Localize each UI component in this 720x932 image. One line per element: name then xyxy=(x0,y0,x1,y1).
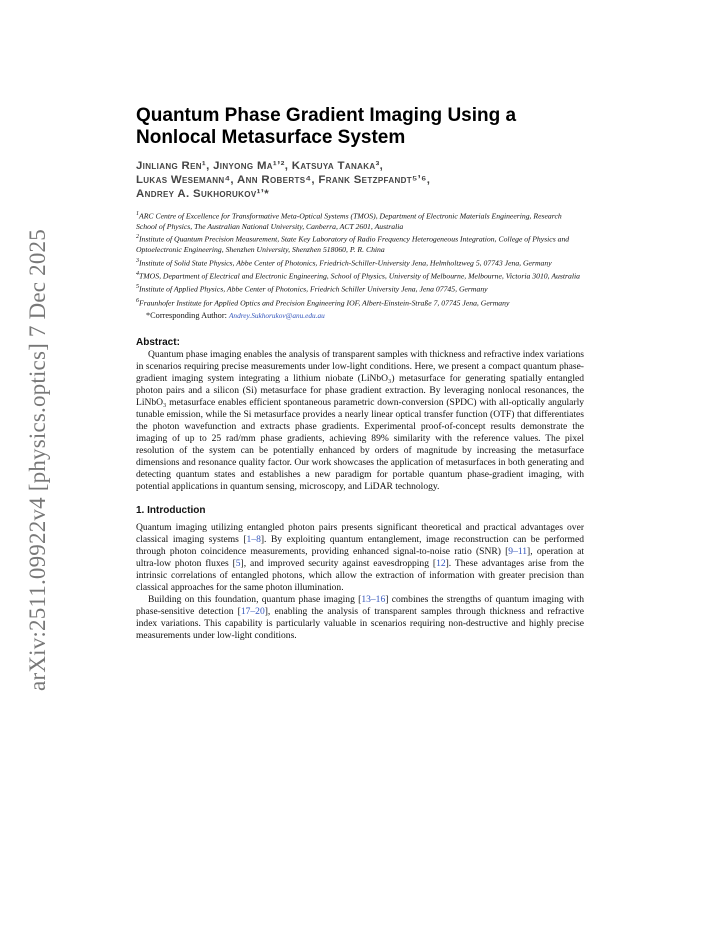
citation-link[interactable]: 9–11 xyxy=(508,545,528,557)
author-list xyxy=(136,159,584,201)
citation-link[interactable]: 12 xyxy=(436,557,446,569)
author-line: Andrey A. Sukhorukov¹ʼ* xyxy=(136,188,270,200)
affiliation: $^3$Institute of Solid State Physics, Abbe Center of Photonics, Friedrich-Schiller-University Jena, Helmholtzweg 5, 07743 Jena, Germany xyxy=(136,257,552,268)
corresponding-email-link[interactable]: Andrey.Sukhorukov@anu.edu.au xyxy=(228,310,325,320)
citation-link[interactable]: 13–16 xyxy=(361,593,386,605)
paper-title: Quantum Phase Gradient Imaging Using a Nonlocal Metasurface System xyxy=(136,105,517,148)
abstract-text: Quantum phase imaging enables the analysis of transparent samples with thickness and refractive index variations in scenarios requiring precise measurements under low-light conditions. Here, we present a compact quantum phase-gradient imaging system integrating a lithium niobate (LiNbO₃) metasurface for generating spatially entangled photon pairs and a silicon (Si) metasurface for phase gradient extraction. By leveraging nonlocal resonances, the LiNbO₃ metasurface enables efficient spontaneous parametric down-conversion (SPDC) with all-optically angularly tunable emission, while the Si metasurface provides a nearly linear optical transfer function (OTF) that differentiates the photon wavefunction and extracts phase gradients. Experimental proof-of-concept results demonstrate the imaging of up to 25 rad/mm phase gradients, achieving 89% similarity with the reference values. The pixel resolution of the system can be potentially enhanced by orders of magnitude by increasing the metasurface dimensions and resonance quality factor. Our work showcases the application of metasurfaces in both generating and detecting quantum states and establishes a new paradigm for portable quantum phase-gradient imaging, with potential applications in quantum sensing, microscopy, and LiDAR technology. xyxy=(136,348,584,492)
arxiv-sidebar xyxy=(18,230,58,690)
affiliation: $^5$Institute of Applied Physics, Abbe Center of Photonics, Friedrich Schiller University Jena, Jena 07745, Germany xyxy=(136,284,488,295)
corresponding-label: *Corresponding Author: xyxy=(146,310,229,320)
citation-link[interactable]: 5 xyxy=(235,557,241,569)
citation-link[interactable]: 1–8 xyxy=(246,533,261,545)
author-line: Lukas Wesemann⁴, Ann Roberts⁴, Frank Setzpfandt⁵ʼ⁶, xyxy=(136,174,431,186)
intro-paragraph-1: Quantum imaging utilizing entangled photon pairs presents significant theoretical and practical advantages over classical imaging systems [1–8]. By exploiting quantum entanglement, image reconstruction can be performed through photon coincidence measurements, providing enhanced signal-to-noise ratio (SNR) [9–11], operation at ultra-low photon fluxes [5], and improved security against eavesdropping [12]. These advantages arise from the intrinsic correlations of entangled photons, which allow the extraction of information with greater precision than classical approaches for the same photon illumination. xyxy=(136,521,585,593)
affiliation-list xyxy=(136,209,584,309)
author-line: Jinliang Ren¹, Jinyong Ma¹ʼ², Katsuya Tanaka³, xyxy=(136,160,384,172)
affiliation: $^4$TMOS, Department of Electrical and Electronic Engineering, School of Physics, University of Melbourne, Melbourne, Victoria 3010, Australia xyxy=(136,271,580,281)
affiliation: $^6$Fraunhofer Institute for Applied Optics and Precision Engineering IOF, Albert-Einstein-Straße 7, 07745 Jena, Germany xyxy=(136,297,510,308)
paper-body xyxy=(136,105,584,642)
section-heading-introduction: 1. Introduction xyxy=(136,504,206,516)
corresponding-author xyxy=(136,310,584,321)
citation-link[interactable]: 17–20 xyxy=(240,605,265,617)
abstract-heading: Abstract: xyxy=(136,336,180,348)
arxiv-identifier: arXiv:2511.09922v4 [physics.optics] 7 Dec 2025 xyxy=(25,229,50,691)
affiliation: $^1$ARC Centre of Excellence for Transformative Meta-Optical Systems (TMOS), Department of Electronic Materials Engineering, Research School of Physics, The Australian National University, Canberra, ACT 2601, Australia xyxy=(136,211,562,231)
intro-paragraph-2: Building on this foundation, quantum phase imaging [13–16] combines the strengths of quantum imaging with phase-sensitive detection [17–20], enabling the analysis of transparent samples through thickness and refractive index variations. This capability is particularly valuable in scenarios requiring non-destructive and highly precise measurements under low-light conditions. xyxy=(136,593,584,641)
affiliation: $^2$Institute of Quantum Precision Measurement, State Key Laboratory of Radio Frequency Heterogeneous Integration, College of Physics and Optoelectronic Engineering, Shenzhen University, Shenzhen 518060, P. R. China xyxy=(136,234,570,255)
